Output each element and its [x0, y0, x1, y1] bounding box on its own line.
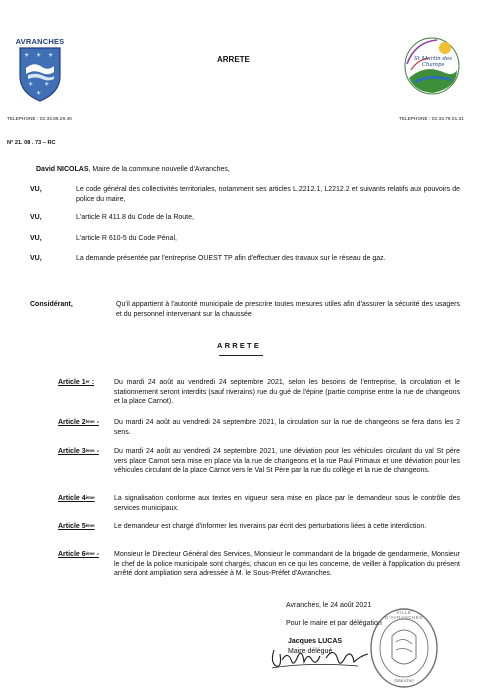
avranches-logo	[14, 37, 66, 103]
saint-martin-logo	[395, 30, 465, 100]
vu-text: Le code général des collectivités territoriales, notamment ses articles L.2212.1, L2212.2 et suivants relatifs aux pouvoirs de police du maire,	[76, 186, 460, 203]
vu-label: VU,	[30, 235, 42, 242]
mayor-line	[36, 165, 230, 175]
vu-label: VU,	[30, 186, 42, 193]
delegation-line: Pour le maire et par délégation	[286, 620, 382, 627]
considerant-label: Considérant,	[30, 301, 73, 308]
vu-label: VU,	[30, 255, 42, 262]
article-text: Monsieur le Directeur Général des Services, Monsieur le commandant de la brigade de gendarmerie, Monsieur le chef de la police municipale sont chargés, chacun en ce qui les concerne, de veiller à l'application du présent arrêté dont ampliation sera adressée à M. le Sous-Préfet d'Avranches.	[114, 551, 460, 578]
considerant	[30, 300, 460, 322]
stamp-bottom-text: (Manche)	[394, 678, 414, 683]
mayor-role: , Maire de la commune nouvelle d'Avranches,	[88, 166, 230, 173]
saint-martin-logo-text: St Martin des Champs	[413, 56, 453, 68]
svg-text:⚜: ⚜	[36, 52, 42, 59]
vu-text: L'article R 411.8 du Code de la Route,	[76, 214, 194, 221]
article-text: Du mardi 24 août au vendredi 24 septembre 2021, la circulation sur la rue de changeons se fera dans les 2 sens.	[114, 419, 460, 436]
considerant-text: Qu'il appartient à l'autorité municipale de prescrire toutes mesures utiles afin d'assurer la sécurité des usagers et du personnel intervenant sur la chaussée	[116, 301, 460, 318]
page-title: ARRETE	[217, 55, 250, 64]
svg-text:⚜: ⚜	[48, 52, 54, 59]
vu-label: VU,	[30, 214, 42, 221]
handwritten-signature	[268, 642, 378, 672]
svg-text:⚜: ⚜	[44, 81, 50, 88]
svg-text:⚜: ⚜	[24, 52, 30, 59]
phone-right: TELEPHONE : 02.33.79.01.31	[399, 116, 464, 121]
vu-item	[30, 185, 460, 205]
svg-text:⚜: ⚜	[28, 81, 34, 88]
article-label: Article 3ème -	[58, 448, 99, 455]
official-stamp	[368, 606, 440, 690]
section-title: ARRETE	[217, 341, 262, 350]
signatory-role: Maire délégué	[288, 648, 333, 655]
reference-number: N° 21. 08 . 73 – RC	[7, 140, 56, 146]
article-text: Le demandeur est chargé d'informer les riverains par écrit des perturbations liées à cette interdiction.	[114, 523, 427, 530]
mayor-name: David NICOLAS	[36, 166, 89, 173]
vu-text: La demande présentée par l'entreprise OUEST TP afin d'effectuer des travaux sur le réseau de gaz.	[76, 255, 386, 262]
signatory-name: Jacques LUCAS	[288, 638, 343, 645]
section-title-underline	[219, 355, 263, 356]
article-label: Article 4ème	[58, 495, 95, 502]
article-label: Article 6ème -	[58, 551, 99, 558]
place-date: Avranches, le 24 août 2021	[286, 602, 372, 609]
article-label: Article 2ème -	[58, 419, 99, 426]
article-label: Article 5ème	[58, 523, 95, 530]
article-text: Du mardi 24 août au vendredi 24 septembre 2021, une déviation pour les véhicules circulant du val St père vers place Carnot sera mise en place via la rue de changeons et la rue Paul Primaux et une déviation pour les véhicules circulant de la place Carnot vers le Val St Père par la rue du collège et la rue de changeons.	[114, 448, 460, 475]
article-label: Article 1er :	[58, 379, 95, 386]
svg-text:⚜: ⚜	[36, 90, 42, 97]
logo-text: AVRANCHES	[15, 37, 65, 46]
article-text: La signalisation conforme aux textes en vigueur sera mise en place par le demandeur sous le contrôle des services municipaux.	[114, 495, 460, 512]
phone-left: TELEPHONE : 02.33.89.29.40	[7, 116, 72, 121]
stamp-text: VILLE D'AVRANCHES	[385, 610, 423, 620]
article-text: Du mardi 24 août au vendredi 24 septembre 2021, selon les besoins de l'entreprise, la circulation et le stationnement seront interdits (sauf riverains) rue du gué de l'épine (partie comprise entre la rue de changeons et la place Carnot).	[114, 379, 460, 406]
shield-icon	[14, 46, 66, 103]
vu-text: L'article R 610-5 du Code Pénal,	[76, 235, 177, 242]
